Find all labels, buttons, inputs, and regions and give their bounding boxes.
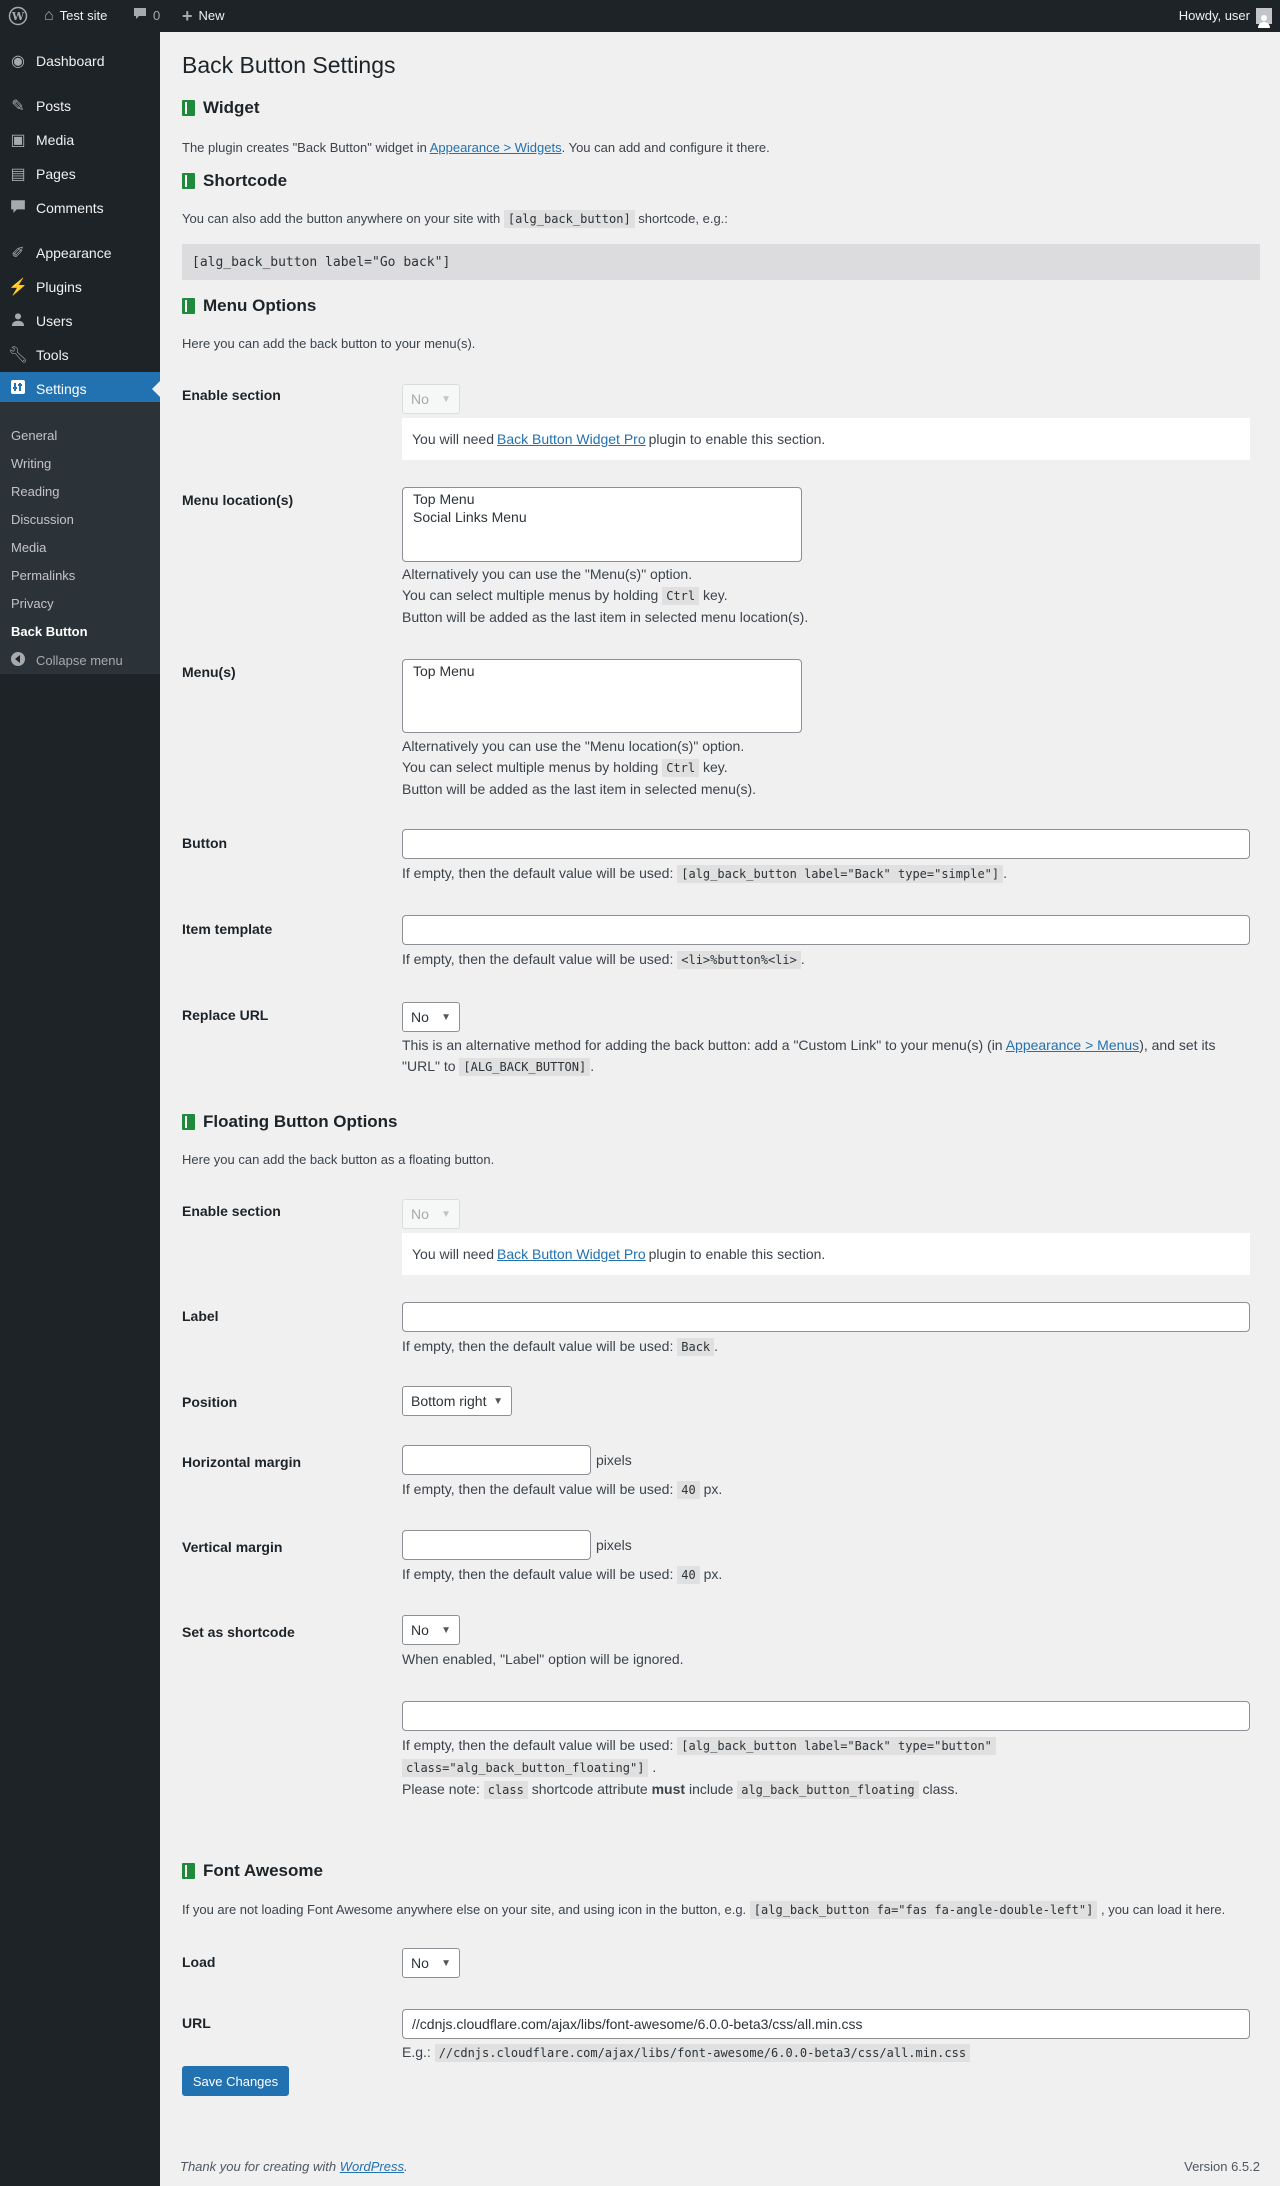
select-value: No: [411, 1622, 429, 1638]
sidebar-item-settings[interactable]: [0, 372, 160, 406]
pro-plugin-link[interactable]: Back Button Widget Pro: [497, 431, 646, 447]
floating-enable-select: [402, 1199, 460, 1229]
button-default-code: [alg_back_button label="Back" type="simple"]: [677, 865, 1003, 883]
fa-desc-text: If you are not loading Font Awesome anywhere else on your site, and using icon in the button, e.g.: [182, 1902, 750, 1917]
save-changes-button[interactable]: Save Changes: [182, 2066, 289, 2096]
menu-locations-help: [402, 564, 1252, 628]
admin-bar: [0, 0, 1280, 32]
menus-label: Menu(s): [182, 664, 236, 680]
sidebar-item-label: Plugins: [36, 279, 82, 295]
help-text: "URL" to: [402, 1058, 460, 1074]
appearance-menus-link[interactable]: Appearance > Menus: [1005, 1037, 1140, 1053]
replace-url-help: [402, 1035, 1260, 1078]
template-default-code: <li>%button%<li>: [677, 951, 801, 969]
sidebar-item-pages[interactable]: [0, 157, 160, 191]
label-field-label: Label: [182, 1308, 219, 1324]
font-awesome-url-input[interactable]: //cdnjs.cloudflare.com/ajax/libs/font-awesome/6.0.0-beta3/css/all.min.css: [402, 2009, 1250, 2039]
font-awesome-heading: [182, 1861, 323, 1881]
menu-locations-listbox[interactable]: [402, 487, 802, 562]
comment-icon: [133, 0, 147, 32]
submenu-permalinks[interactable]: Permalinks: [11, 568, 76, 583]
help-text: If empty, then the default value will be used:: [402, 1566, 678, 1582]
sidebar-item-label: Settings: [36, 381, 87, 397]
help-text: shortcode attribute: [527, 1781, 652, 1797]
floating-enable-value: No: [411, 1206, 429, 1222]
listbox-option[interactable]: Top Menu: [413, 491, 475, 507]
chevron-down-icon: ▼: [441, 1011, 451, 1023]
submenu-discussion[interactable]: Discussion: [11, 512, 74, 527]
book-icon: [182, 173, 195, 189]
help-text: class.: [918, 1781, 959, 1797]
dashboard-icon: ◉: [11, 53, 25, 70]
menus-listbox[interactable]: [402, 659, 802, 733]
ctrl-code: Ctrl: [662, 587, 699, 605]
account-menu[interactable]: [1179, 0, 1272, 32]
book-icon: [182, 1863, 195, 1879]
widget-description: [182, 140, 770, 155]
help-text: .: [590, 1058, 595, 1074]
wrench-icon: 🔧︎: [7, 347, 29, 364]
help-line: Alternatively you can use the "Menu location(s)" option.: [402, 738, 745, 754]
help-line: [402, 585, 1252, 607]
collapse-menu-button[interactable]: [0, 644, 123, 676]
submenu-back-button[interactable]: Back Button: [11, 624, 88, 639]
vertical-margin-label: Vertical margin: [182, 1539, 283, 1555]
help-text: .: [714, 1338, 719, 1354]
book-icon: [182, 1114, 195, 1130]
help-text: key.: [699, 587, 728, 603]
floating-label-help: [402, 1336, 1252, 1358]
widget-desc-text-end: . You can add and configure it there.: [561, 140, 770, 155]
shortcode-desc-text: You can also add the button anywhere on your site with: [182, 211, 504, 226]
sidebar-item-label: Dashboard: [36, 53, 105, 69]
submenu-media[interactable]: Media: [11, 540, 47, 555]
menu-options-description: Here you can add the back button to your menu(s).: [182, 336, 476, 351]
floating-label-input[interactable]: [402, 1302, 1250, 1332]
new-content-link[interactable]: [182, 0, 225, 32]
floating-heading-text: Floating Button Options: [203, 1112, 398, 1131]
collapse-arrow-icon: [0, 651, 36, 670]
menu-locations-label: Menu location(s): [182, 492, 294, 508]
vertical-margin-help: [402, 1564, 1252, 1586]
help-text: include: [685, 1781, 738, 1797]
select-value: No: [411, 1009, 429, 1025]
help-line: [402, 1735, 1252, 1757]
sidebar-item-posts[interactable]: [0, 89, 160, 123]
help-text: .: [800, 951, 805, 967]
pin-icon: ✎: [11, 98, 25, 115]
help-text: px.: [699, 1481, 723, 1497]
sidebar-item-label: Posts: [36, 98, 72, 114]
listbox-option[interactable]: Social Links Menu: [413, 509, 527, 525]
admin-sidebar: [0, 32, 160, 2186]
url-label: URL: [182, 2015, 211, 2031]
menu-options-heading-text: Menu Options: [203, 296, 317, 315]
help-line: [402, 1757, 1252, 1779]
help-text: You can select multiple menus by holding: [402, 759, 663, 775]
shortcode-heading: [182, 171, 287, 191]
sidebar-item-appearance[interactable]: [0, 236, 160, 270]
help-text: Please note:: [402, 1781, 484, 1797]
help-text: If empty, then the default value will be used:: [402, 1737, 678, 1753]
floating-class-code: alg_back_button_floating: [737, 1781, 918, 1799]
notice-text-end: plugin to enable this section.: [648, 1246, 826, 1262]
brush-icon: ✐: [11, 245, 25, 262]
floating-shortcode-help: [402, 1735, 1252, 1801]
button-shortcode-input[interactable]: [402, 829, 1250, 859]
comments-link[interactable]: [133, 0, 160, 32]
page-title: Back Button Settings: [182, 52, 396, 78]
shortcode-example: [alg_back_button label="Go back"]: [182, 244, 1260, 280]
help-text: You can select multiple menus by holding: [402, 587, 663, 603]
sidebar-item-users[interactable]: [0, 304, 160, 338]
item-template-label: Item template: [182, 921, 273, 937]
submenu-general[interactable]: General: [11, 428, 58, 443]
horizontal-margin-help: [402, 1479, 1252, 1501]
help-text: ), and set its: [1139, 1037, 1216, 1053]
sidebar-item-comments[interactable]: [0, 191, 160, 225]
help-text: This is an alternative method for adding the back button: add a "Custom Link" to your menu(s) (in: [402, 1037, 1006, 1053]
help-line: [402, 1056, 1260, 1078]
help-text: .: [652, 1759, 657, 1775]
shortcode-code: [alg_back_button]: [504, 210, 635, 228]
site-name: Test site: [59, 8, 108, 23]
sidebar-item-label: Media: [36, 132, 75, 148]
chevron-down-icon: ▼: [441, 1624, 451, 1636]
book-icon: [182, 298, 195, 314]
fa-desc-text-end: , you can load it here.: [1097, 1902, 1226, 1917]
listbox-option[interactable]: Top Menu: [413, 663, 475, 679]
sidebar-item-label: Users: [36, 313, 73, 329]
sidebar-item-label: Tools: [36, 347, 69, 363]
help-line: Button will be added as the last item in selected menu(s).: [402, 781, 757, 797]
new-label: New: [198, 8, 225, 23]
load-label: Load: [182, 1954, 216, 1970]
site-name-link[interactable]: [44, 0, 107, 32]
fa-url-example-code: //cdnjs.cloudflare.com/ajax/libs/font-awesome/6.0.0-beta3/css/all.min.css: [435, 2044, 970, 2062]
footer-text: .: [404, 2159, 408, 2174]
sc-default-code: [alg_back_button label="Back" type="button": [677, 1737, 996, 1755]
menu-enable-value: No: [411, 391, 429, 407]
menu-enable-label: Enable section: [182, 387, 281, 403]
avatar: [1256, 8, 1272, 24]
wordpress-link[interactable]: WordPress: [339, 2159, 404, 2174]
settings-icon: [0, 379, 36, 400]
help-text: If empty, then the default value will be used:: [402, 1338, 678, 1354]
margin-default-code: 40: [677, 1481, 699, 1499]
font-awesome-heading-text: Font Awesome: [203, 1861, 323, 1880]
shortcode-desc-text-end: shortcode, e.g.:: [634, 211, 728, 226]
settings-submenu: [0, 402, 160, 674]
horizontal-margin-label: Horizontal margin: [182, 1454, 302, 1470]
help-line: [402, 1779, 1252, 1801]
class-code: class: [484, 1781, 528, 1799]
button-label: Button: [182, 835, 228, 851]
position-label: Position: [182, 1394, 238, 1410]
margin-default-code: 40: [677, 1566, 699, 1584]
sidebar-item-label: Pages: [36, 166, 76, 182]
floating-pro-notice: [402, 1233, 1250, 1275]
item-template-input[interactable]: [402, 915, 1250, 945]
submenu-privacy[interactable]: Privacy: [11, 596, 54, 611]
chevron-down-icon: ▼: [493, 1395, 503, 1407]
svg-text:W: W: [11, 10, 25, 23]
select-value: Bottom right: [411, 1393, 487, 1409]
page-icon: ▤: [10, 166, 26, 183]
set-as-shortcode-select[interactable]: [402, 1615, 460, 1645]
must-emphasis: must: [651, 1781, 686, 1797]
menu-enable-select: [402, 384, 460, 414]
sidebar-item-dashboard[interactable]: [0, 44, 160, 78]
notice-text: You will need: [412, 1246, 494, 1262]
user-icon: [0, 312, 36, 331]
set-as-shortcode-help: When enabled, "Label" option will be ignored.: [402, 1651, 684, 1667]
sidebar-item-plugins[interactable]: [0, 270, 160, 304]
howdy-text: Howdy, user: [1178, 8, 1250, 23]
widget-heading: [182, 98, 260, 118]
submenu-writing[interactable]: Writing: [11, 456, 52, 471]
url-code: [ALG_BACK_BUTTON]: [459, 1058, 590, 1076]
help-line: Alternatively you can use the "Menu(s)" option.: [402, 566, 693, 582]
book-icon: [182, 100, 195, 116]
menu-pro-notice: [402, 418, 1250, 460]
appearance-widgets-link[interactable]: Appearance > Widgets: [429, 140, 562, 155]
sc-default-code: class="alg_back_button_floating"]: [402, 1759, 648, 1777]
plug-icon: ⚡: [8, 279, 28, 296]
horizontal-pixels-unit: pixels: [596, 1452, 632, 1468]
floating-heading: [182, 1112, 398, 1132]
wordpress-logo-icon[interactable]: [8, 0, 28, 32]
help-text: If empty, then the default value will be used:: [402, 865, 678, 881]
submenu-reading[interactable]: Reading: [11, 484, 60, 499]
comment-icon: [0, 198, 36, 219]
chevron-down-icon: ▼: [441, 393, 451, 405]
sidebar-item-label: Comments: [36, 200, 104, 216]
button-help: [402, 863, 1252, 885]
footer-thanks: [180, 2159, 408, 2174]
widget-heading-text: Widget: [203, 98, 260, 117]
help-text: .: [1003, 865, 1008, 881]
menus-help: [402, 736, 1252, 800]
sidebar-item-media[interactable]: [0, 123, 160, 157]
comments-count: 0: [153, 8, 161, 23]
select-value: No: [411, 1955, 429, 1971]
position-select[interactable]: [402, 1386, 512, 1416]
notice-text: You will need: [412, 431, 494, 447]
horizontal-margin-input[interactable]: [402, 1445, 591, 1475]
replace-url-select[interactable]: [402, 1002, 460, 1032]
vertical-pixels-unit: pixels: [596, 1537, 632, 1553]
item-template-help: [402, 949, 1252, 971]
chevron-down-icon: ▼: [441, 1208, 451, 1220]
label-default-code: Back: [677, 1338, 714, 1356]
sidebar-item-label: Appearance: [36, 245, 112, 261]
notice-text-end: plugin to enable this section.: [648, 431, 826, 447]
floating-enable-label: Enable section: [182, 1203, 281, 1219]
set-as-shortcode-label: Set as shortcode: [182, 1624, 295, 1640]
help-line: [402, 1035, 1260, 1056]
menu-options-heading: [182, 296, 316, 316]
footer-text: Thank you for creating with: [180, 2159, 340, 2174]
help-text: px.: [699, 1566, 723, 1582]
pro-plugin-link[interactable]: Back Button Widget Pro: [497, 1246, 646, 1262]
help-text: E.g.:: [402, 2044, 435, 2060]
font-awesome-url-help: [402, 2042, 1252, 2064]
help-line: [402, 757, 1252, 779]
chevron-down-icon: ▼: [441, 1957, 451, 1969]
replace-url-label: Replace URL: [182, 1007, 269, 1023]
load-select[interactable]: [402, 1948, 460, 1978]
footer-version: Version 6.5.2: [1184, 2159, 1260, 2174]
help-text: If empty, then the default value will be used:: [402, 1481, 678, 1497]
shortcode-description: [182, 211, 728, 226]
help-text: key.: [699, 759, 728, 775]
vertical-margin-input[interactable]: [402, 1530, 591, 1560]
help-line: Button will be added as the last item in selected menu location(s).: [402, 609, 809, 625]
fa-example-code: [alg_back_button fa="fas fa-angle-double-left"]: [750, 1901, 1098, 1919]
floating-description: Here you can add the back button as a floating button.: [182, 1152, 495, 1167]
collapse-label: Collapse menu: [36, 652, 123, 668]
sidebar-item-tools[interactable]: [0, 338, 160, 372]
floating-shortcode-input[interactable]: [402, 1701, 1250, 1731]
font-awesome-description: [182, 1902, 1260, 1917]
ctrl-code: Ctrl: [662, 759, 699, 777]
widget-desc-text: The plugin creates "Back Button" widget in: [182, 140, 430, 155]
home-icon: ⌂: [44, 7, 54, 24]
plus-icon: +: [182, 6, 193, 26]
shortcode-heading-text: Shortcode: [203, 171, 288, 190]
media-icon: ▣: [10, 132, 26, 149]
help-text: If empty, then the default value will be used:: [402, 951, 678, 967]
